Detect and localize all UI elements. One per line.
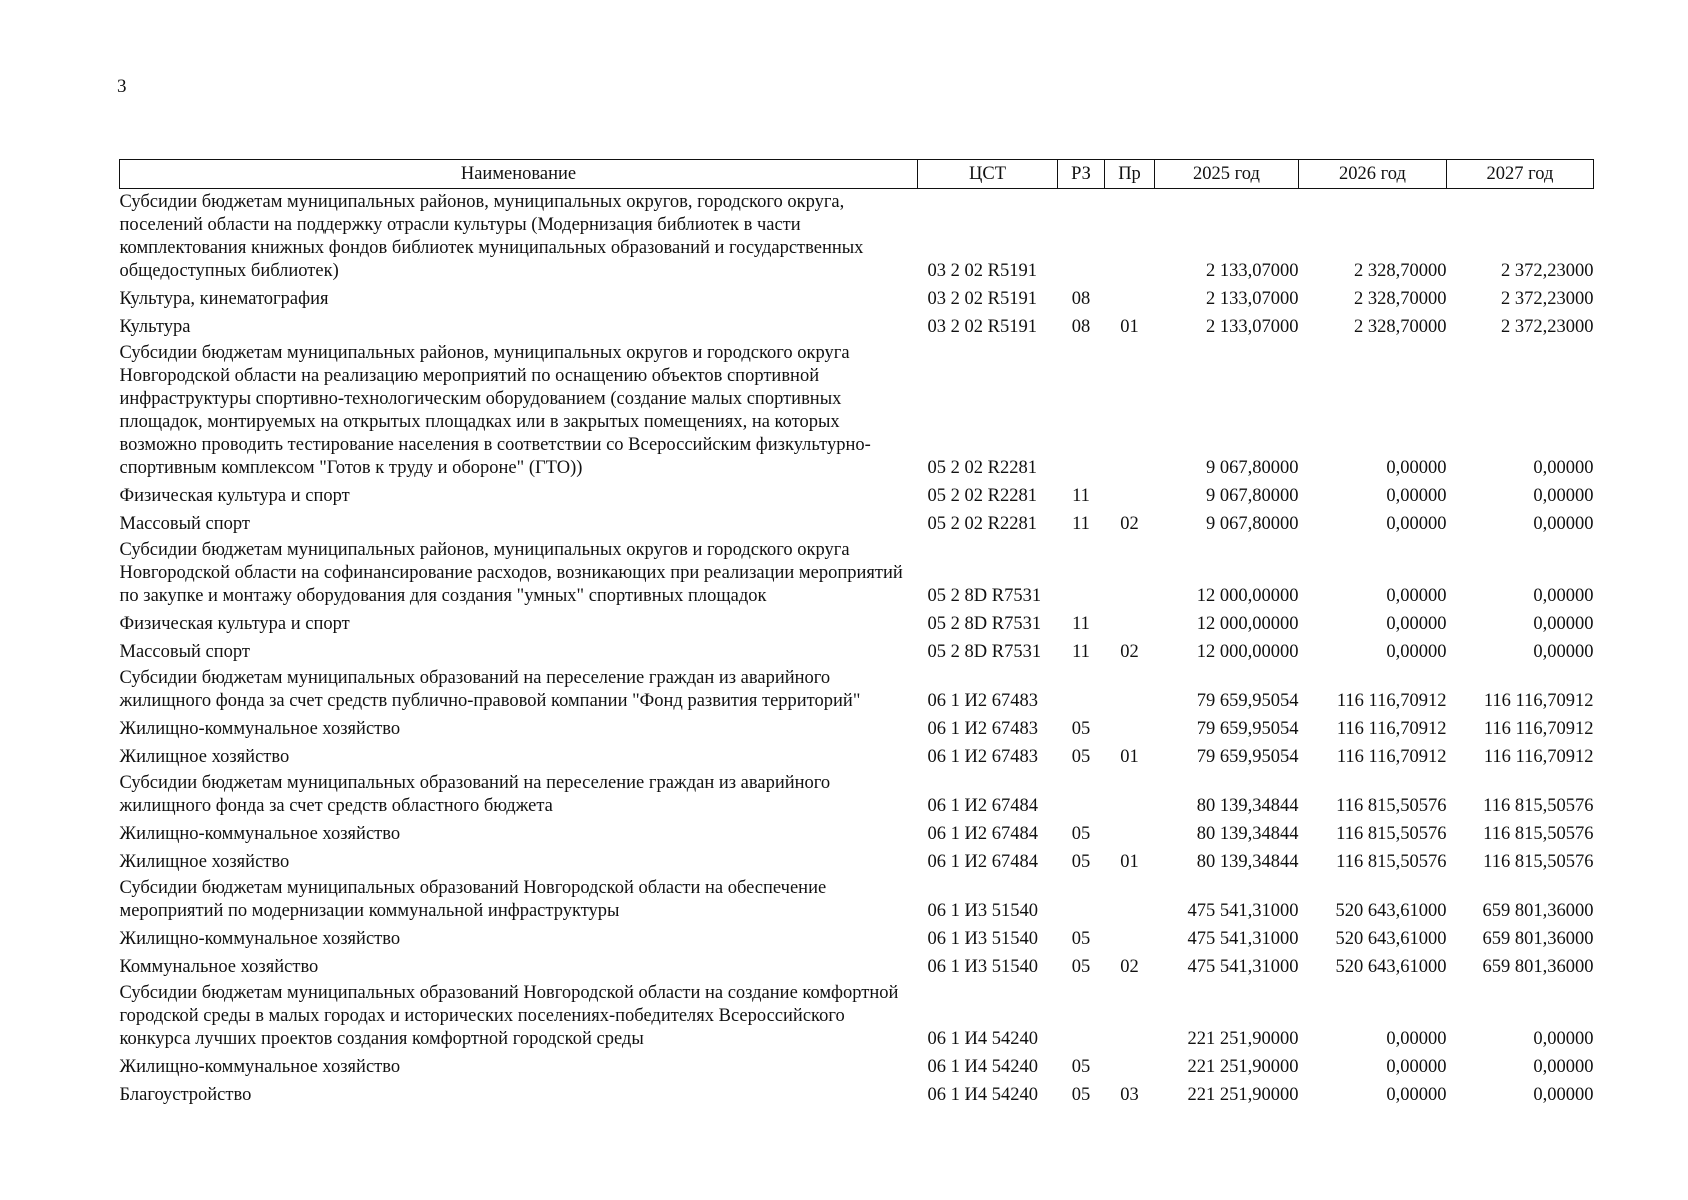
row-value-2026: 2 328,70000 bbox=[1354, 317, 1447, 337]
table-body bbox=[120, 189, 1594, 1109]
row-pr bbox=[1105, 924, 1155, 952]
row-rz bbox=[1058, 770, 1105, 819]
row-name: Массовый спорт bbox=[119, 514, 250, 534]
row-name: Жилищное хозяйство bbox=[119, 747, 290, 767]
table-row bbox=[120, 924, 1594, 952]
row-value-2026: 0,00000 bbox=[1386, 1029, 1447, 1049]
row-cst: 06 1 И4 54240 bbox=[927, 1029, 1038, 1049]
row-value-2026: 0,00000 bbox=[1386, 458, 1447, 478]
row-value-2027: 116 116,70912 bbox=[1483, 747, 1594, 767]
row-value-2025: 221 251,90000 bbox=[1187, 1085, 1299, 1105]
row-cst: 03 2 02 R5191 bbox=[927, 289, 1037, 309]
row-name: Жилищно-коммунальное хозяйство bbox=[119, 824, 401, 844]
row-value-2025: 79 659,95054 bbox=[1196, 719, 1299, 739]
row-value-2027: 0,00000 bbox=[1533, 1029, 1594, 1049]
row-value-2026: 0,00000 bbox=[1386, 1057, 1447, 1077]
row-value-2027: 659 801,36000 bbox=[1482, 957, 1594, 977]
table-row bbox=[120, 770, 1594, 819]
row-rz bbox=[1058, 980, 1105, 1052]
row-name: Субсидии бюджетам муниципальных образований на переселение граждан из аварийного жилищного фонда за счет средств публично-правовой компании "Фонд развития территорий" bbox=[119, 668, 861, 711]
row-value-2027: 0,00000 bbox=[1533, 514, 1594, 534]
row-cst: 05 2 8D R7531 bbox=[927, 614, 1042, 634]
row-pr: 02 bbox=[1120, 514, 1139, 534]
row-value-2026: 116 815,50576 bbox=[1336, 824, 1447, 844]
table-row bbox=[120, 714, 1594, 742]
table-row bbox=[120, 1052, 1594, 1080]
row-cst: 06 1 И2 67483 bbox=[927, 747, 1038, 767]
row-rz bbox=[1058, 340, 1105, 481]
row-value-2025: 2 133,07000 bbox=[1206, 261, 1299, 281]
table-row bbox=[120, 509, 1594, 537]
row-rz: 05 bbox=[1071, 957, 1091, 977]
row-value-2027: 659 801,36000 bbox=[1482, 929, 1594, 949]
header-rz: РЗ bbox=[1058, 160, 1105, 189]
row-rz: 05 bbox=[1071, 929, 1091, 949]
row-value-2027: 116 815,50576 bbox=[1483, 824, 1594, 844]
row-value-2025: 79 659,95054 bbox=[1196, 691, 1299, 711]
table-row bbox=[120, 189, 1594, 285]
header-2026: 2026 год bbox=[1299, 160, 1447, 189]
table-row bbox=[120, 665, 1594, 714]
row-value-2027: 0,00000 bbox=[1533, 642, 1594, 662]
header-name: Наименование bbox=[120, 160, 918, 189]
header-2027: 2027 год bbox=[1447, 160, 1594, 189]
row-pr bbox=[1105, 609, 1155, 637]
row-value-2026: 520 643,61000 bbox=[1335, 901, 1447, 921]
row-name: Физическая культура и спорт bbox=[119, 486, 350, 506]
row-pr bbox=[1105, 714, 1155, 742]
row-value-2025: 79 659,95054 bbox=[1196, 747, 1299, 767]
row-rz: 05 bbox=[1071, 824, 1091, 844]
row-cst: 06 1 И3 51540 bbox=[927, 901, 1038, 921]
row-cst: 06 1 И2 67483 bbox=[927, 719, 1038, 739]
row-value-2027: 116 116,70912 bbox=[1483, 719, 1594, 739]
row-value-2027: 2 372,23000 bbox=[1501, 261, 1594, 281]
row-cst: 06 1 И2 67484 bbox=[927, 824, 1038, 844]
row-value-2026: 0,00000 bbox=[1386, 614, 1447, 634]
row-value-2027: 659 801,36000 bbox=[1482, 901, 1594, 921]
row-cst: 06 1 И2 67484 bbox=[927, 796, 1038, 816]
row-value-2025: 80 139,34844 bbox=[1196, 852, 1299, 872]
row-value-2025: 12 000,00000 bbox=[1196, 642, 1299, 662]
row-pr bbox=[1105, 770, 1155, 819]
row-value-2027: 0,00000 bbox=[1533, 458, 1594, 478]
row-value-2027: 2 372,23000 bbox=[1501, 317, 1594, 337]
row-name: Субсидии бюджетам муниципальных районов, муниципальных округов, городского округа, поселений области на поддержку отрасли культуры (Модернизация библиотек в части комплектования книжных фондов библиотек муниципальных образований и государственных общедоступных библиотек) bbox=[119, 192, 864, 281]
row-cst: 05 2 8D R7531 bbox=[927, 642, 1042, 662]
row-pr: 02 bbox=[1120, 642, 1139, 662]
row-pr bbox=[1105, 819, 1155, 847]
header-cst: ЦСТ bbox=[918, 160, 1058, 189]
row-value-2027: 116 815,50576 bbox=[1483, 796, 1594, 816]
row-pr bbox=[1105, 1052, 1155, 1080]
row-cst: 05 2 8D R7531 bbox=[927, 586, 1042, 606]
row-value-2026: 0,00000 bbox=[1386, 1085, 1447, 1105]
table-row bbox=[120, 481, 1594, 509]
row-value-2025: 80 139,34844 bbox=[1196, 796, 1299, 816]
row-cst: 06 1 И2 67483 bbox=[927, 691, 1038, 711]
row-value-2025: 221 251,90000 bbox=[1187, 1057, 1299, 1077]
row-pr bbox=[1105, 481, 1155, 509]
row-pr: 01 bbox=[1120, 747, 1139, 767]
row-pr bbox=[1105, 284, 1155, 312]
row-pr bbox=[1105, 537, 1155, 609]
table-row bbox=[120, 340, 1594, 481]
table-row bbox=[120, 742, 1594, 770]
row-rz: 11 bbox=[1072, 514, 1090, 534]
row-name: Коммунальное хозяйство bbox=[119, 957, 319, 977]
row-name: Субсидии бюджетам муниципальных образований Новгородской области на создание комфортной городской среды в малых городах и исторических поселениях-победителях Всероссийского конкурса лучших проектов создания комфортной городской среды bbox=[119, 983, 899, 1049]
row-rz: 11 bbox=[1072, 486, 1090, 506]
row-pr: 01 bbox=[1120, 317, 1139, 337]
row-rz: 08 bbox=[1071, 289, 1091, 309]
row-value-2026: 520 643,61000 bbox=[1335, 929, 1447, 949]
row-cst: 05 2 02 R2281 bbox=[927, 486, 1037, 506]
table-row bbox=[120, 537, 1594, 609]
row-cst: 06 1 И4 54240 bbox=[927, 1057, 1038, 1077]
table-row bbox=[120, 312, 1594, 340]
row-value-2027: 0,00000 bbox=[1533, 614, 1594, 634]
row-value-2026: 0,00000 bbox=[1386, 642, 1447, 662]
row-cst: 06 1 И2 67484 bbox=[927, 852, 1038, 872]
row-pr bbox=[1105, 665, 1155, 714]
row-name: Жилищно-коммунальное хозяйство bbox=[119, 1057, 401, 1077]
row-name: Субсидии бюджетам муниципальных образований на переселение граждан из аварийного жилищного фонда за счет средств областного бюджета bbox=[119, 773, 831, 816]
row-name: Жилищно-коммунальное хозяйство bbox=[119, 929, 401, 949]
row-rz: 05 bbox=[1071, 1057, 1091, 1077]
table-row bbox=[120, 952, 1594, 980]
row-value-2027: 0,00000 bbox=[1533, 586, 1594, 606]
table-row bbox=[120, 980, 1594, 1052]
row-value-2026: 2 328,70000 bbox=[1354, 289, 1447, 309]
row-value-2025: 80 139,34844 bbox=[1196, 824, 1299, 844]
row-value-2026: 116 815,50576 bbox=[1336, 796, 1447, 816]
table-row bbox=[120, 819, 1594, 847]
row-rz: 05 bbox=[1071, 719, 1091, 739]
row-value-2025: 2 133,07000 bbox=[1206, 317, 1299, 337]
row-value-2025: 9 067,80000 bbox=[1206, 458, 1299, 478]
row-pr: 01 bbox=[1120, 852, 1139, 872]
row-name: Жилищное хозяйство bbox=[119, 852, 290, 872]
row-rz bbox=[1058, 665, 1105, 714]
header-row bbox=[120, 160, 1594, 189]
table-header bbox=[120, 160, 1594, 189]
row-cst: 03 2 02 R5191 bbox=[927, 317, 1037, 337]
row-value-2025: 9 067,80000 bbox=[1206, 486, 1299, 506]
row-cst: 06 1 И3 51540 bbox=[927, 957, 1038, 977]
table-row bbox=[120, 875, 1594, 924]
row-cst: 06 1 И4 54240 bbox=[927, 1085, 1038, 1105]
table-row bbox=[120, 284, 1594, 312]
row-value-2026: 520 643,61000 bbox=[1335, 957, 1447, 977]
row-cst: 03 2 02 R5191 bbox=[927, 261, 1037, 281]
page-number: 3 bbox=[117, 76, 127, 97]
row-rz: 08 bbox=[1071, 317, 1091, 337]
row-cst: 05 2 02 R2281 bbox=[927, 458, 1037, 478]
row-value-2027: 0,00000 bbox=[1533, 486, 1594, 506]
row-pr bbox=[1105, 875, 1155, 924]
row-name: Субсидии бюджетам муниципальных образований Новгородской области на обеспечение мероприятий по модернизации коммунальной инфраструктуры bbox=[119, 878, 827, 921]
budget-table bbox=[119, 159, 1594, 1108]
row-rz: 05 bbox=[1071, 747, 1091, 767]
table-row bbox=[120, 637, 1594, 665]
row-name: Жилищно-коммунальное хозяйство bbox=[119, 719, 401, 739]
row-rz: 05 bbox=[1071, 1085, 1091, 1105]
row-value-2025: 9 067,80000 bbox=[1206, 514, 1299, 534]
row-cst: 06 1 И3 51540 bbox=[927, 929, 1038, 949]
row-name: Культура, кинематография bbox=[119, 289, 329, 309]
header-2025: 2025 год bbox=[1155, 160, 1299, 189]
row-rz: 11 bbox=[1072, 642, 1090, 662]
row-name: Благоустройство bbox=[119, 1085, 252, 1105]
row-name: Культура bbox=[119, 317, 191, 337]
row-value-2027: 116 815,50576 bbox=[1483, 852, 1594, 872]
row-value-2026: 116 116,70912 bbox=[1336, 691, 1447, 711]
row-pr: 02 bbox=[1120, 957, 1139, 977]
row-value-2027: 0,00000 bbox=[1533, 1085, 1594, 1105]
row-value-2026: 116 815,50576 bbox=[1336, 852, 1447, 872]
row-value-2025: 475 541,31000 bbox=[1187, 929, 1299, 949]
header-pr: Пр bbox=[1105, 160, 1155, 189]
row-pr: 03 bbox=[1120, 1085, 1139, 1105]
row-value-2025: 221 251,90000 bbox=[1187, 1029, 1299, 1049]
row-rz bbox=[1058, 875, 1105, 924]
row-rz bbox=[1058, 189, 1105, 285]
row-value-2025: 475 541,31000 bbox=[1187, 901, 1299, 921]
row-value-2027: 2 372,23000 bbox=[1501, 289, 1594, 309]
row-rz bbox=[1058, 537, 1105, 609]
row-value-2025: 475 541,31000 bbox=[1187, 957, 1299, 977]
row-rz: 05 bbox=[1071, 852, 1091, 872]
row-pr bbox=[1105, 340, 1155, 481]
row-value-2026: 0,00000 bbox=[1386, 514, 1447, 534]
row-pr bbox=[1105, 189, 1155, 285]
row-cst: 05 2 02 R2281 bbox=[927, 514, 1037, 534]
row-pr bbox=[1105, 980, 1155, 1052]
row-value-2026: 0,00000 bbox=[1386, 486, 1447, 506]
table-row bbox=[120, 609, 1594, 637]
row-name: Физическая культура и спорт bbox=[119, 614, 350, 634]
row-name: Массовый спорт bbox=[119, 642, 250, 662]
row-value-2026: 116 116,70912 bbox=[1336, 747, 1447, 767]
row-name: Субсидии бюджетам муниципальных районов, муниципальных округов и городского округа Новгородской области на реализацию мероприятий по оснащению объектов спортивной инфраструктуры спортивно-технологическим оборудованием (создание малых спортивных площадок, монтируемых на открытых площадках или в закрытых помещениях, на которых возможно проводить тестирование населения в соответствии со Всероссийским физкультурно-спортивным комплексом "Готов к труду и обороне" (ГТО)) bbox=[119, 343, 871, 478]
row-value-2026: 116 116,70912 bbox=[1336, 719, 1447, 739]
table-row bbox=[120, 847, 1594, 875]
row-value-2027: 0,00000 bbox=[1533, 1057, 1594, 1077]
row-value-2025: 2 133,07000 bbox=[1206, 289, 1299, 309]
row-value-2026: 2 328,70000 bbox=[1354, 261, 1447, 281]
row-rz: 11 bbox=[1072, 614, 1090, 634]
row-value-2025: 12 000,00000 bbox=[1196, 586, 1299, 606]
table-row bbox=[120, 1080, 1594, 1108]
row-value-2026: 0,00000 bbox=[1386, 586, 1447, 606]
row-value-2025: 12 000,00000 bbox=[1196, 614, 1299, 634]
row-value-2027: 116 116,70912 bbox=[1483, 691, 1594, 711]
row-name: Субсидии бюджетам муниципальных районов, муниципальных округов и городского округа Новгородской области на софинансирование расходов, возникающих при реализации мероприятий по закупке и монтажу оборудования для создания "умных" спортивных площадок bbox=[119, 540, 903, 606]
